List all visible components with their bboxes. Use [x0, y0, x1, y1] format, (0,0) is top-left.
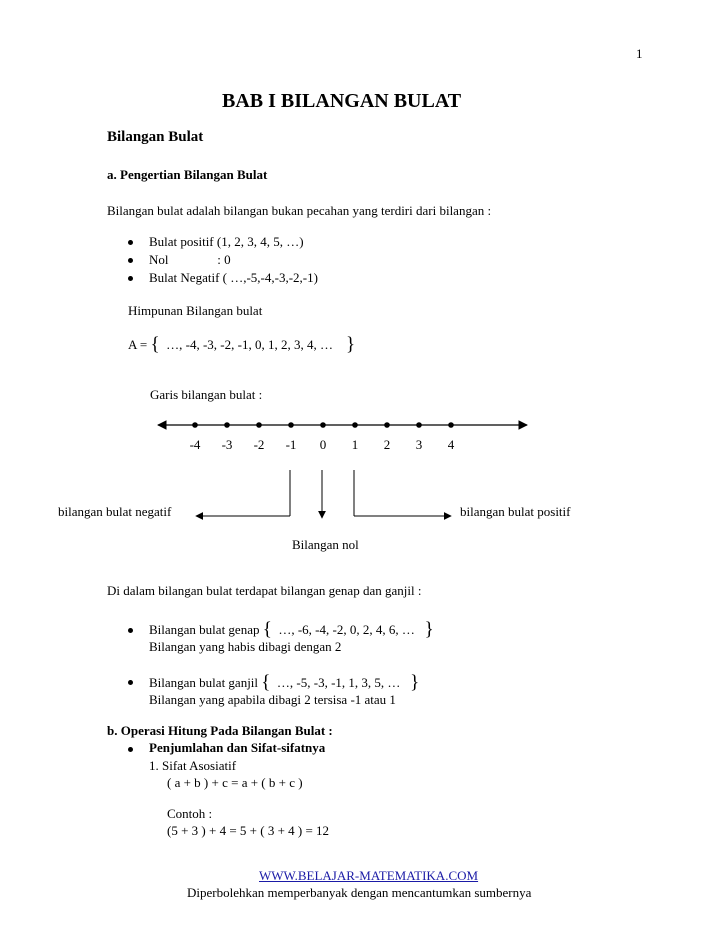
footer-website-link[interactable]: WWW.BELAJAR-MATEMATIKA.COM: [259, 868, 479, 883]
set-prefix: A =: [128, 337, 148, 352]
number-line-point: [192, 422, 198, 428]
number-line-tick-label: 4: [447, 437, 455, 452]
negative-label: bilangan bulat negatif: [58, 504, 172, 519]
page-title: BAB I BILANGAN BULAT: [222, 90, 462, 112]
number-line-tick-label: -3: [221, 437, 233, 452]
contoh-asosiatif: (5 + 3 ) + 4 = 5 + ( 3 + 4 ) = 12: [167, 823, 330, 838]
genap-line: [149, 621, 434, 638]
sifat-asosiatif: 1. Sifat Asosiatif: [149, 758, 237, 773]
rumus-asosiatif: ( a + b ) + c = a + ( b + c ): [167, 775, 303, 790]
number-line-point: [256, 422, 262, 428]
number-line-point: [224, 422, 230, 428]
number-line-tick-label: -1: [285, 437, 297, 452]
genap-label: Bilangan bulat genap: [149, 622, 260, 637]
garis-label: Garis bilangan bulat :: [150, 387, 263, 402]
number-line-tick-label: 2: [383, 437, 391, 452]
footer-note: Diperbolehkan memperbanyak dengan mencantumkan sumbernya: [187, 885, 532, 900]
positive-label: bilangan bulat positif: [460, 504, 571, 519]
brace-open: {: [262, 619, 272, 640]
ganjil-members: …, -5, -3, -1, 1, 3, 5, …: [276, 675, 401, 690]
type-zero: Nol : 0: [149, 252, 231, 267]
set-members: …, -4, -3, -2, -1, 0, 1, 2, 3, 4, …: [166, 337, 333, 352]
type-positive: Bulat positif (1, 2, 3, 4, 5, …): [149, 234, 304, 249]
number-line-tick-label: 0: [319, 437, 327, 452]
section-title: Bilangan Bulat: [107, 129, 204, 145]
bullet-icon: [128, 628, 133, 633]
subsection-b-title: b. Operasi Hitung Pada Bilangan Bulat :: [107, 723, 333, 738]
brace-open: {: [150, 334, 160, 355]
number-line-tick-label: 1: [351, 437, 359, 452]
penjumlahan-title: Penjumlahan dan Sifat-sifatnya: [149, 740, 326, 755]
ganjil-description: Bilangan yang apabila dibagi 2 tersisa -1 atau 1: [149, 692, 396, 707]
brace-close: }: [410, 672, 420, 693]
genap-description: Bilangan yang habis dibagi dengan 2: [149, 639, 342, 654]
number-line-point: [320, 422, 326, 428]
number-line-tick-label: 3: [415, 437, 423, 452]
ganjil-line: [149, 674, 419, 691]
subsection-a-title: a. Pengertian Bilangan Bulat: [107, 167, 268, 182]
genap-ganjil-intro: Di dalam bilangan bulat terdapat bilangan genap dan ganjil :: [107, 583, 422, 598]
himpunan-label: Himpunan Bilangan bulat: [128, 303, 263, 318]
number-line-point: [448, 422, 454, 428]
number-line-tick-label: -2: [253, 437, 265, 452]
brace-close: }: [345, 334, 356, 355]
intro-text: Bilangan bulat adalah bilangan bukan pecahan yang terdiri dari bilangan :: [107, 203, 492, 218]
number-line-point: [384, 422, 390, 428]
genap-members: …, -6, -4, -2, 0, 2, 4, 6, …: [278, 622, 415, 637]
page-number: 1: [636, 46, 643, 61]
number-line-point: [288, 422, 294, 428]
ganjil-label: Bilangan bulat ganjil: [149, 675, 259, 690]
number-line-point: [416, 422, 422, 428]
type-negative: Bulat Negatif ( …,-5,-4,-3,-2,-1): [149, 270, 318, 285]
number-line-point: [352, 422, 358, 428]
contoh-label: Contoh :: [167, 806, 213, 821]
bullet-icon: [128, 747, 133, 752]
brace-close: }: [424, 619, 434, 640]
bullet-icon: [128, 680, 133, 685]
brace-open: {: [261, 672, 271, 693]
zero-label: Bilangan nol: [292, 537, 359, 552]
number-line-tick-label: -4: [189, 437, 201, 452]
